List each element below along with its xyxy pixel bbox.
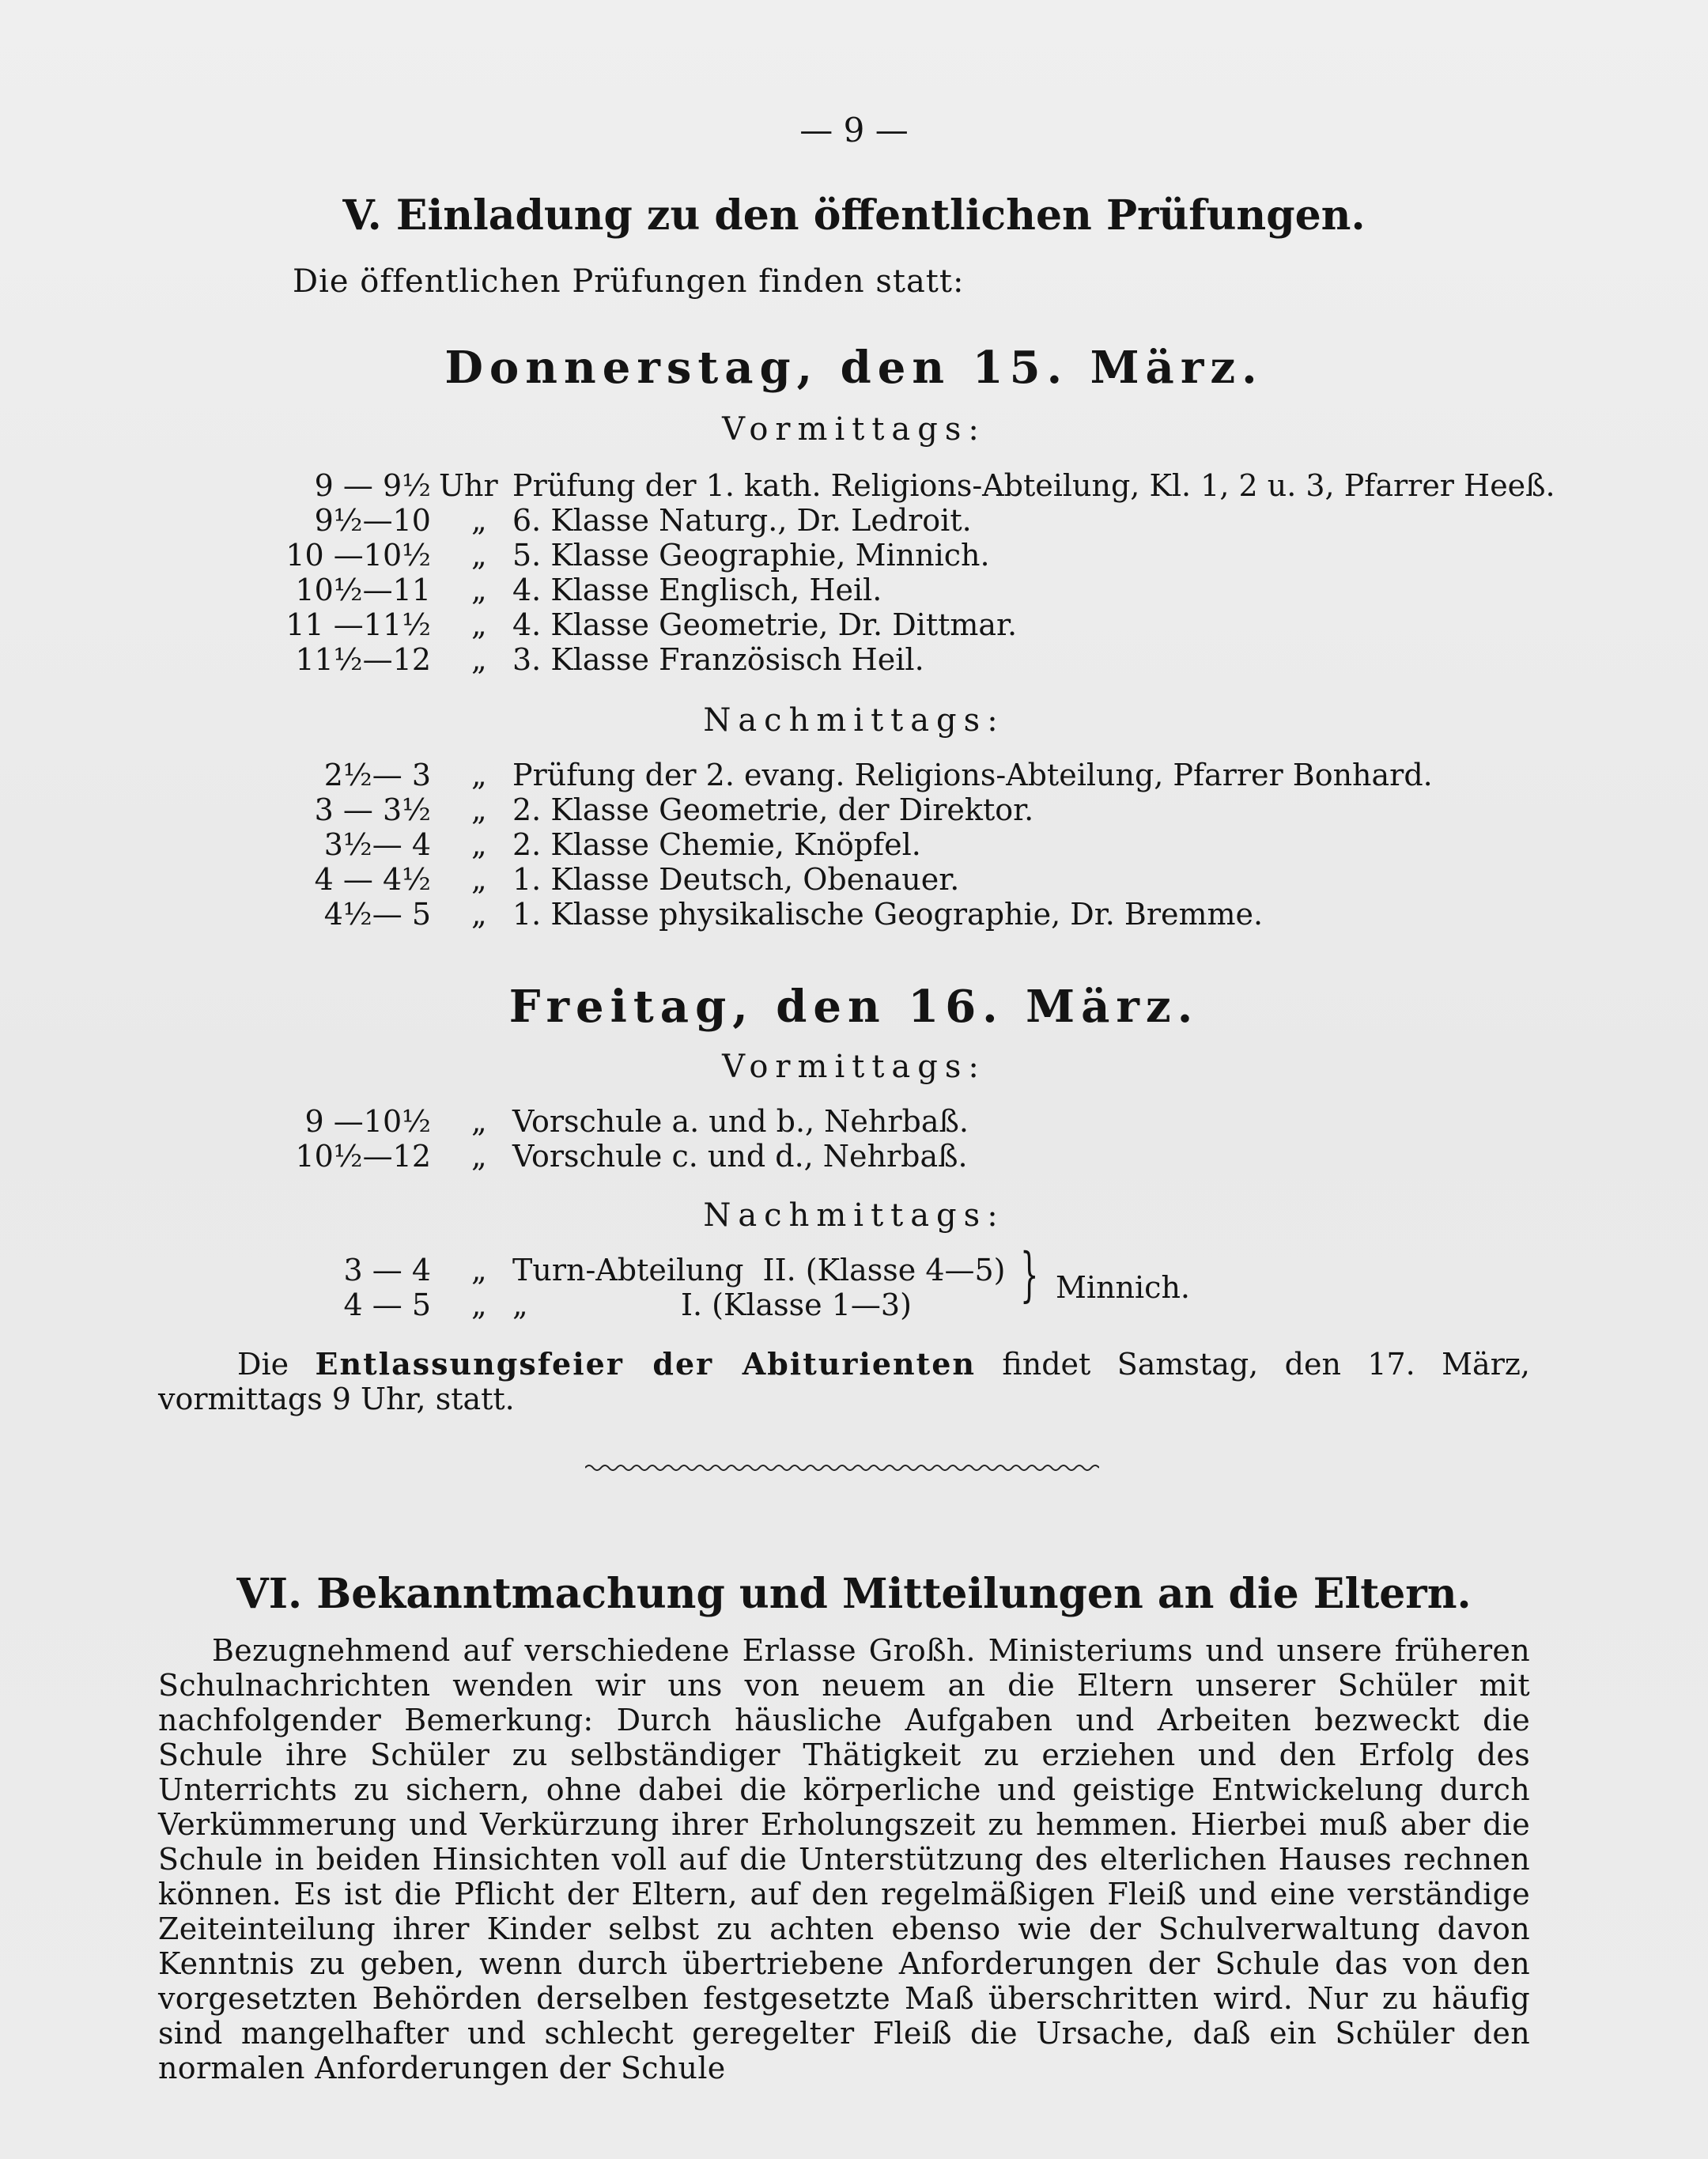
section-vi-paragraph: Bezugnehmend auf verschiedene Erlasse Großh. Ministeriums und unsere früheren Schulnachrichten wenden wir uns von neuem an die Eltern unserer Schüler mit nachfolgender Bemerkung: Durch häusliche Aufgaben und Arbeiten bezweckt die Schule ihre Schüler zu selbständiger Thätigkeit zu erziehen und den Erfolg des Unterrichts zu sichern, ohne dabei die körperliche und geistige Entwickelung durch Verkümmerung und Verkürzung ihrer Erholungszeit zu hemmen. Hierbei muß aber die Schule in beiden Hinsichten voll auf die Unterstützung des elterlichen Hauses rechnen können. Es ist die Pflicht der Eltern, auf den regelmäßigen Fleiß und eine verständige Zeiteinteilung ihrer Kinder selbst zu achten ebenso wie der Schulverwaltung davon Kenntnis zu geben, wenn durch übertriebene Anforderungen der Schule das von den vorgesetzten Behörden derselben festgesetzte Maß überschritten wird. Nur zu häufig sind mangelhafter und schlecht geregelter Fleiß die Ursache, daß ein Schüler den normalen Anforderungen der Schule (158, 1633, 1530, 2085)
friday-title: Freitag, den 16. März. (508, 981, 1200, 1033)
wavy-divider (585, 1461, 1099, 1474)
schedule-row: 3 — 4 „ Turn-Abteilung II. (Klasse 4—5) (343, 1253, 1006, 1287)
thursday-morning-label: Vormittags: (722, 411, 986, 448)
schedule-row: 3 — 3½ „ 2. Klasse Geometrie, der Direktor. (314, 792, 1034, 827)
schedule-row: 10 —10½ „ 5. Klasse Geographie, Minnich. (285, 538, 990, 573)
schedule-row: 10½—11 „ 4. Klasse Englisch, Heil. (295, 573, 882, 607)
brace-symbol: } (1020, 1241, 1039, 1309)
schedule-row: 4½— 5 „ 1. Klasse physikalische Geographie, Dr. Bremme. (323, 897, 1264, 932)
schedule-row: 11½—12 „ 3. Klasse Französisch Heil. (295, 642, 924, 677)
friday-afternoon-label: Nachmittags: (703, 1197, 1005, 1234)
turn-teacher: Minnich. (1056, 1270, 1190, 1305)
schedule-row: 9½—10 „ 6. Klasse Naturg., Dr. Ledroit. (314, 503, 972, 538)
schedule-row: 9 —10½ „ Vorschule a. und b., Nehrbaß. (304, 1104, 969, 1139)
friday-morning-label: Vormittags: (722, 1049, 986, 1085)
section-v-intro: Die öffentlichen Prüfungen finden statt: (293, 263, 965, 300)
schedule-row: 10½—12 „ Vorschule c. und d., Nehrbaß. (295, 1139, 968, 1174)
abitur-highlight: Entlassungsfeier der Abiturienten (315, 1346, 977, 1382)
page-number: — 9 — (799, 111, 909, 149)
schedule-row: 4 — 4½ „ 1. Klasse Deutsch, Obenauer. (314, 862, 960, 897)
section-vi-heading: VI. Bekanntmachung und Mitteilungen an die Eltern. (236, 1570, 1472, 1618)
schedule-row: 4 — 5 „ „ I. (Klasse 1—3) (343, 1287, 912, 1322)
schedule-row: 3½— 4 „ 2. Klasse Chemie, Knöpfel. (323, 827, 921, 862)
section-v-heading: V. Einladung zu den öffentlichen Prüfungen. (342, 191, 1366, 240)
abitur-notice: Die Entlassungsfeier der Abiturienten findet Samstag, den 17. März, vormittags 9 Uhr, statt. (158, 1346, 1530, 1416)
thursday-afternoon-label: Nachmittags: (703, 702, 1005, 739)
thursday-title: Donnerstag, den 15. März. (444, 342, 1264, 394)
schedule-row: 11 —11½ „ 4. Klasse Geometrie, Dr. Dittmar. (285, 607, 1018, 642)
schedule-row: 9 — 9½ Uhr Prüfung der 1. kath. Religions-Abteilung, Kl. 1, 2 u. 3, Pfarrer Heeß. (314, 468, 1555, 503)
schedule-row: 2½— 3 „ Prüfung der 2. evang. Religions-Abteilung, Pfarrer Bonhard. (323, 758, 1433, 792)
